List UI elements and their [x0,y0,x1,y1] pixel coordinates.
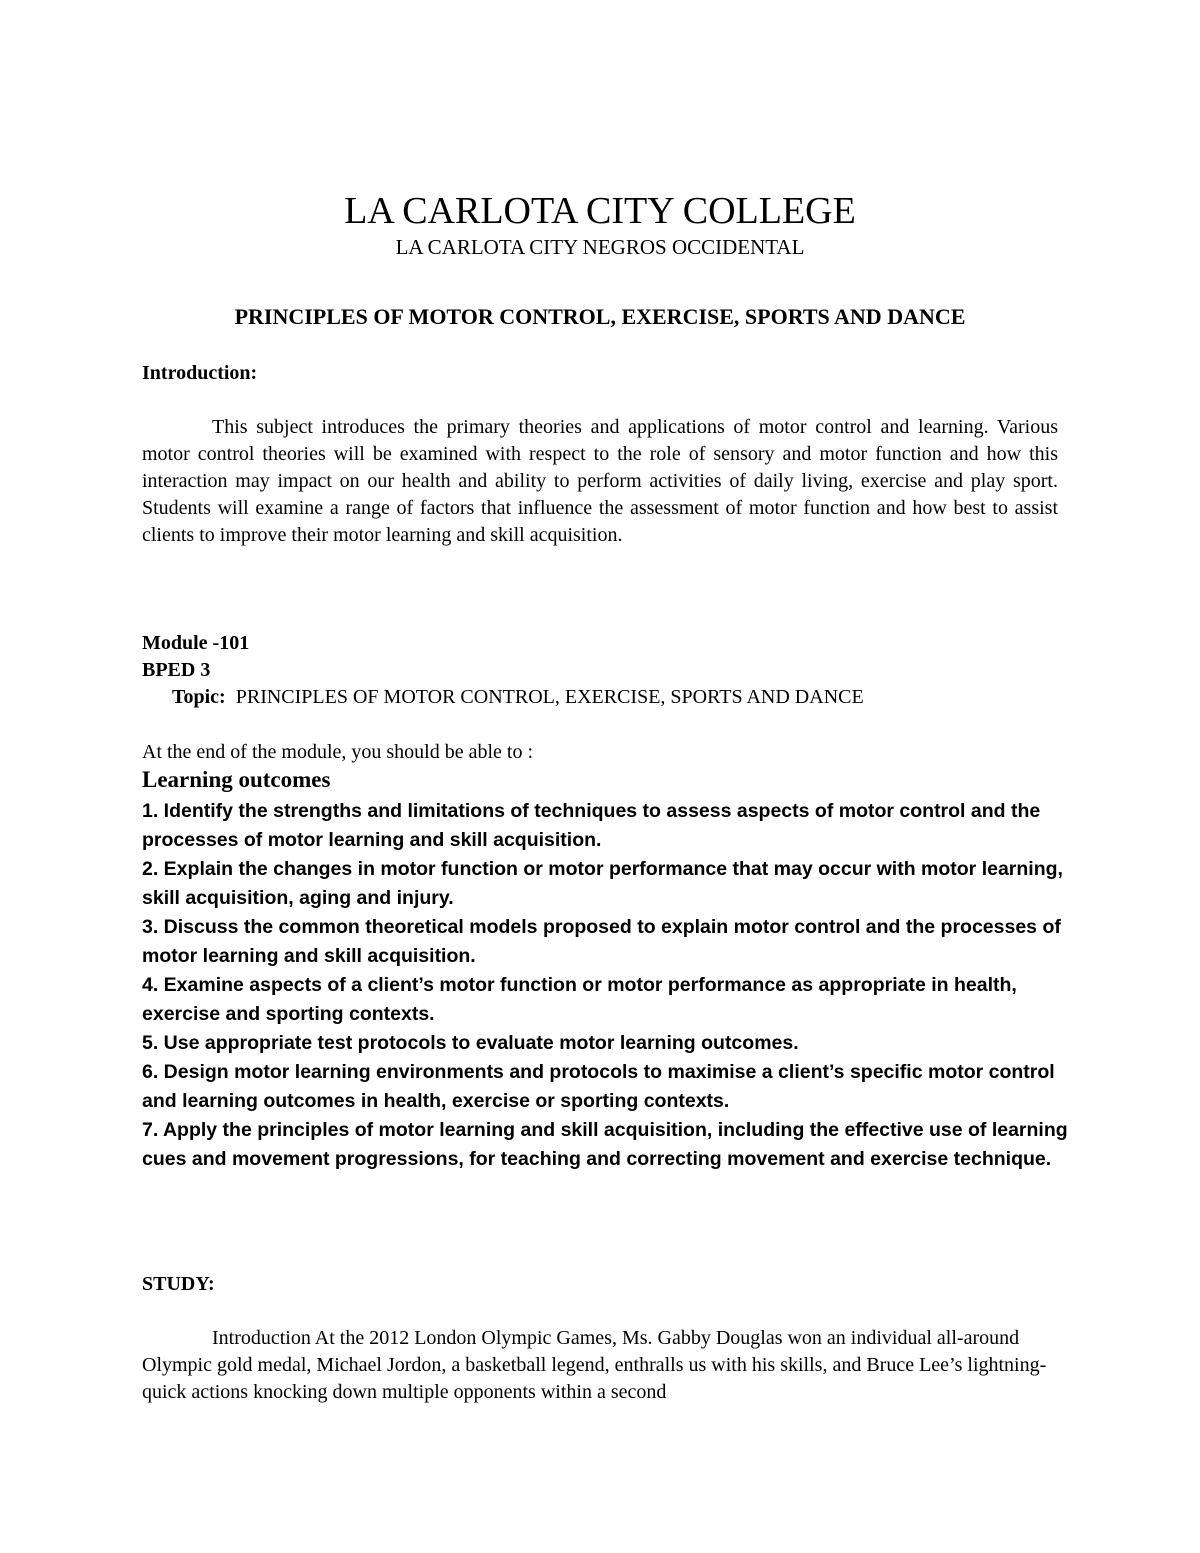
study-paragraph: Introduction At the 2012 London Olympic Games, Ms. Gabby Douglas won an individual all-around Olympic gold medal, Michael Jordon, a basketball legend, enthralls us with his skills, and Bruce Lee’s lightning-quick actions knocking down multiple opponents within a second [142,1327,1047,1403]
learning-outcome-item: 3. Discuss the common theoretical models proposed to explain motor control and the processes of motor learning and skill acquisition. [142,916,1061,967]
module-code: Module -101 [142,632,250,654]
topic-line [172,684,864,711]
study-heading: STUDY: [142,1273,215,1295]
objectives-lead: At the end of the module, you should be able to : [142,741,534,763]
course-code: BPED 3 [142,659,211,681]
college-location: LA CARLOTA CITY NEGROS OCCIDENTAL [395,235,805,259]
learning-outcome-item: 1. Identify the strengths and limitations of techniques to assess aspects of motor control and the processes of motor learning and skill acquisition. [142,800,1041,851]
learning-outcome-item: 2. Explain the changes in motor function or motor performance that may occur with motor learning, skill acquisition, aging and injury. [142,858,1063,909]
learning-outcome-item: 7. Apply the principles of motor learning and skill acquisition, including the effective use of learning cues and movement progressions, for teaching and correcting movement and exercise technique. [142,1119,1068,1170]
learning-outcome-item: 4. Examine aspects of a client’s motor function or motor performance as appropriate in health, exercise and sporting contexts. [142,974,1017,1025]
introduction-paragraph: This subject introduces the primary theories and applications of motor control and learning. Various motor control theories will be examined with respect to the role of sensory and motor function and how this interaction may impact on our health and ability to perform activities of daily living, exercise and play sport. Students will examine a range of factors that influence the assessment of motor function and how best to assist clients to improve their motor learning and skill acquisition. [142,416,1058,546]
topic-label: Topic: [172,686,226,708]
introduction-heading: Introduction: [142,362,258,384]
topic-value: PRINCIPLES OF MOTOR CONTROL, EXERCISE, SPORTS AND DANCE [235,686,864,708]
learning-outcomes-list [142,797,1072,1174]
college-name: LA CARLOTA CITY COLLEGE [344,190,856,232]
learning-outcomes-heading: Learning outcomes [142,767,331,792]
learning-outcome-item: 5. Use appropriate test protocols to evaluate motor learning outcomes. [142,1032,799,1054]
subject-title: PRINCIPLES OF MOTOR CONTROL, EXERCISE, SPORTS AND DANCE [234,304,966,329]
learning-outcome-item: 6. Design motor learning environments and protocols to maximise a client’s specific motor control and learning outcomes in health, exercise or sporting contexts. [142,1061,1055,1112]
